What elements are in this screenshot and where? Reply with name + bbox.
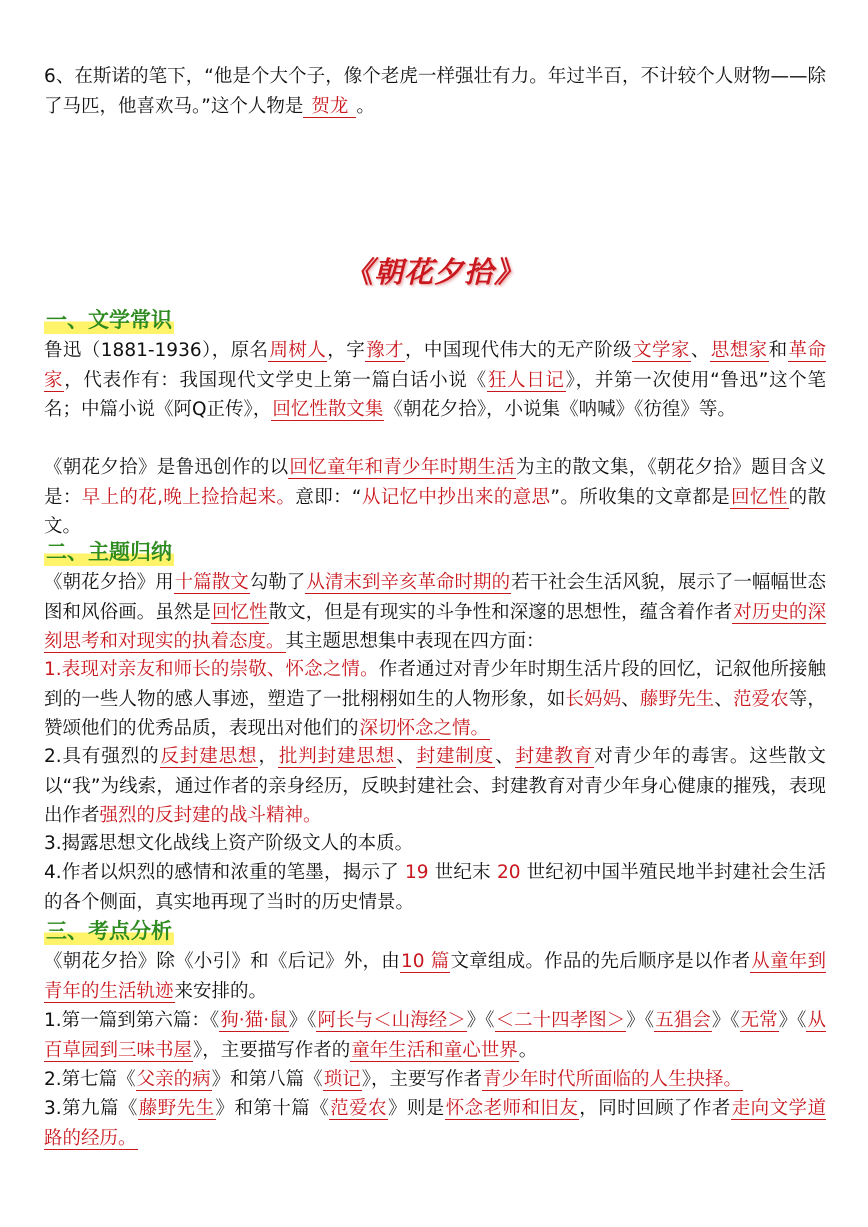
underlined-answer: 回忆性 (731, 486, 788, 508)
text-run: 作者通过对青少年时期生活片段的回忆，记叙他所接触到的一些人物的感人事迹，塑造了一批栩栩如生的人物形象，如 (44, 659, 826, 710)
question-end: 。 (356, 95, 375, 117)
text-run: ，同时回顾了作者 (579, 1098, 731, 1119)
underlined-answer: 藤野先生 (138, 1098, 215, 1119)
text-run: 》和第八篇《 (211, 1069, 323, 1090)
underlined-answer: 对历史的深刻思考和对现实的执着态度。 (44, 601, 826, 652)
s2-paragraph-1 (44, 568, 826, 657)
text-run: 、 (714, 688, 733, 710)
text-run: 《朝花夕拾》除《小引》和《后记》外，由 (44, 951, 401, 972)
underlined-answer: 封建教育 (515, 746, 594, 767)
text-run: 、 (690, 340, 710, 361)
text-run: 3.第九篇《 (44, 1098, 138, 1119)
text-run: 若干社会生活风貌，展示了一幅幅世态图和风俗画。虽然是 (44, 572, 826, 623)
text-run: ”。所收集的文章都是 (550, 486, 731, 508)
underlined-answer: 回忆性散文集 (272, 399, 384, 420)
section-heading-theme-summary: 二、主题归纳 (46, 539, 172, 564)
underlined-answer: 无常 (740, 1010, 778, 1031)
text-run: 对青少年的毒害。这些散文以“我”为线索，通过作者的亲身经历，反映封建社会、封建教育对青少年身心健康的摧残，表现出作者 (44, 746, 826, 826)
text-run: 、 (495, 746, 515, 767)
underlined-answer: 革命家 (44, 340, 826, 391)
text-run: 》，主要描写作者的 (193, 1039, 351, 1061)
s2-paragraph-2 (44, 655, 826, 744)
text-run: 》《 (711, 1010, 740, 1031)
text-run: 来安排的。 (174, 980, 268, 1002)
text-run: ，中国现代伟大的无产阶级 (404, 340, 633, 361)
underlined-answer: 怀念老师和旧友 (445, 1098, 579, 1119)
text-run: 等，赞颂他们的优秀品质，表现出对他们的 (44, 688, 826, 739)
text-run: 鲁迅（1881-1936），原名 (44, 340, 269, 361)
underlined-answer: 回忆性 (211, 601, 268, 623)
section-heading-exam-points: 三、考点分析 (46, 918, 172, 943)
s2-paragraph-3 (44, 742, 826, 831)
text-run: 》《 (288, 1010, 317, 1031)
underlined-answer: 狗·猫·鼠 (220, 1010, 288, 1031)
text-run: 世纪初中国半殖民地半封建社会生活的各个侧面，真实地再现了当时的历史情景。 (44, 862, 826, 913)
text-run: 》，并第一次使用“鲁迅”这个笔名；中篇小说《阿Q正传》， (44, 369, 826, 420)
s3-paragraph-4 (44, 1094, 826, 1153)
underlined-answer: 周树人 (269, 340, 327, 361)
underlined-answer: 范爱农 (330, 1098, 387, 1119)
underlined-answer: 从百草园到三味书屋 (44, 1010, 826, 1061)
highlighted-text: 范爱农 (732, 688, 789, 710)
text-run: 勾勒了 (249, 572, 306, 593)
question-text: 6、在斯诺的笔下，“他是个大个子，像个老虎一样强壮有力。年过半百，不计较个人财物——除了马匹，他喜欢马。”这个人物是 (44, 66, 826, 117)
text-run: 》，主要写作者 (361, 1069, 482, 1090)
underlined-answer: ＜二十四孝图＞ (495, 1010, 626, 1031)
highlighted-text: 1.表现对亲友和师长的崇敬、怀念之情。 (44, 659, 379, 680)
section-heading-literary-knowledge: 一、文学常识 (46, 307, 172, 332)
text-run: 》和第十篇《 (215, 1098, 330, 1119)
underlined-answer: 回忆童年和青少年时期生活 (289, 457, 515, 478)
text-run: 》《 (778, 1010, 807, 1031)
underlined-answer: 父亲的病 (136, 1069, 211, 1090)
underlined-answer: 狂人日记 (487, 369, 565, 391)
text-run: 》《 (466, 1010, 495, 1031)
text-run: 意即：“ (295, 486, 362, 508)
underlined-answer: 深切怀念之情。 (359, 718, 490, 739)
s1-paragraph-1 (44, 336, 826, 425)
underlined-answer: 青少年时代所面临的人生抉择。 (482, 1069, 742, 1090)
s3-paragraph-3 (44, 1065, 826, 1095)
text-run: 为主的散文集，《朝花夕拾》题目含义是： (44, 457, 826, 508)
underlined-answer: 阿长与＜山海经＞ (317, 1010, 466, 1031)
s1-paragraph-2 (44, 453, 826, 542)
underlined-answer: 豫才 (366, 340, 404, 361)
s3-paragraph-2 (44, 1006, 826, 1065)
underlined-answer: 思想家 (710, 340, 768, 361)
text-run: 散文，但是有现实的斗争性和深邃的思想性，蕴含着作者 (268, 601, 733, 623)
underlined-answer: 走向文学道路的经历。 (44, 1098, 826, 1149)
highlighted-text: 19 (405, 862, 429, 883)
s2-paragraph-4: 3.揭露思想文化战线上资产阶级文人的本质。 (44, 833, 414, 854)
highlighted-text: 早上的花,晚上捡拾起来。 (81, 486, 296, 508)
text-run: 。 (518, 1039, 538, 1061)
text-run: ，代表作有：我国现代文学史上第一篇白话小说《 (64, 369, 487, 391)
page-title: 《朝花夕拾》 (343, 255, 524, 289)
underlined-answer: 童年生活和童心世界 (351, 1039, 518, 1061)
text-run: 2.第七篇《 (44, 1069, 136, 1090)
underlined-answer: 从童年到青年的生活轨迹 (44, 951, 826, 1002)
text-run: 文章组成。作品的先后顺序是以作者 (450, 951, 751, 972)
text-run: 、 (396, 746, 416, 767)
text-run: 《朝花夕拾》，小说集《呐喊》《彷徨》等。 (384, 399, 736, 420)
underlined-answer: 十篇散文 (174, 572, 249, 593)
text-run: 》则是 (387, 1098, 445, 1119)
text-run: 《朝花夕拾》是鲁迅创作的以 (44, 457, 289, 478)
highlighted-text: 20 (496, 862, 521, 883)
text-run: 2.具有强烈的 (44, 746, 160, 767)
text-run: 、 (621, 688, 640, 710)
highlighted-text: 强烈的反封建的战斗精神。 (99, 805, 322, 826)
text-run: 其主题思想集中表现在四方面： (285, 631, 545, 652)
text-run: 的散文。 (44, 486, 826, 537)
highlighted-text: 从记忆中抄出来的意思 (361, 486, 551, 508)
underlined-answer: 反封建思想 (160, 746, 258, 767)
underlined-answer: 批判封建思想 (278, 746, 396, 767)
text-run: ，字 (327, 340, 366, 361)
highlighted-text: 长妈妈 (565, 688, 622, 710)
text-run: 《朝花夕拾》用 (44, 572, 174, 593)
text-run: ， (258, 746, 278, 767)
question-6 (44, 62, 826, 121)
underlined-answer: 琐记 (323, 1069, 361, 1090)
s2-paragraph-5 (44, 858, 826, 917)
answer-blank: 贺龙 (303, 96, 356, 118)
text-run: 1.第一篇到第六篇：《 (44, 1010, 220, 1031)
s3-paragraph-1 (44, 947, 826, 1006)
underlined-answer: 从清末到辛亥革命时期的 (306, 572, 511, 593)
text-run: 4.作者以炽烈的感情和浓重的笔墨，揭示了 (44, 862, 406, 883)
underlined-answer: 10 篇 (401, 951, 450, 972)
underlined-answer: 文学家 (633, 340, 690, 361)
text-run: 世纪末 (428, 862, 497, 883)
underlined-answer: 封建制度 (416, 746, 495, 767)
text-run: 和 (768, 340, 788, 361)
text-run: 》《 (626, 1010, 655, 1031)
underlined-answer: 五猖会 (655, 1010, 711, 1031)
highlighted-text: 藤野先生 (639, 688, 715, 710)
